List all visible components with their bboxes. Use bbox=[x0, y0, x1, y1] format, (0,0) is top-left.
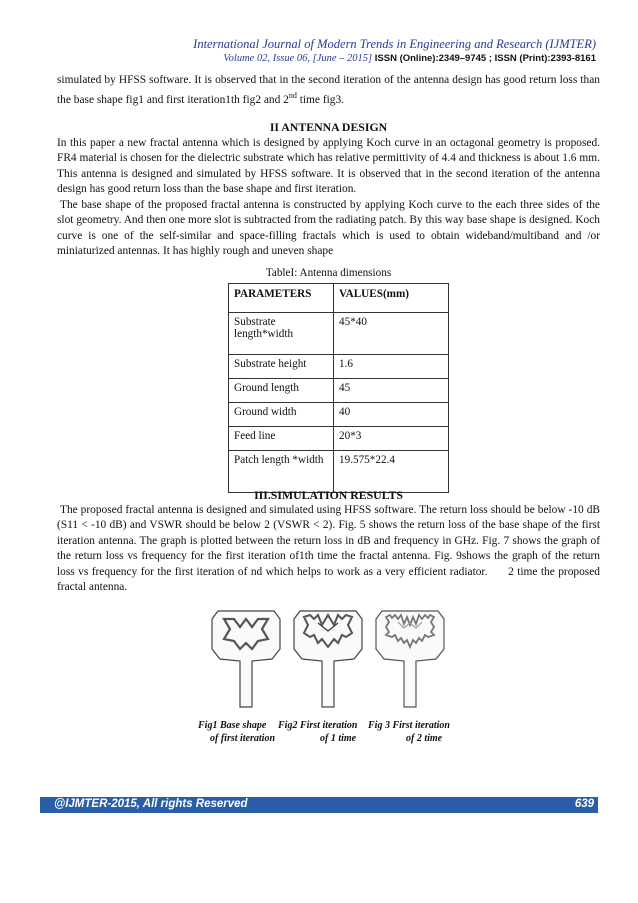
footer-copyright: @IJMTER-2015, All rights Reserved bbox=[54, 798, 248, 810]
section-heading-antenna-design: II ANTENNA DESIGN bbox=[269, 120, 388, 134]
intro-superscript: nd bbox=[288, 91, 297, 101]
fig1-caption: Fig1 Base shape bbox=[198, 720, 267, 731]
page-footer-bar bbox=[40, 797, 598, 813]
table-cell: Ground length bbox=[229, 379, 334, 403]
section-heading-simulation-results: III.SIMULATION RESULTS bbox=[254, 488, 403, 502]
journal-volume: Volume 02, Issue 06, [June – 2015] bbox=[223, 53, 373, 64]
intro-text: simulated by HFSS software. It is observed that in the second iteration of the antenna design has good return loss than the base shape fig1 and first iteration1th fig2 and 2 bbox=[57, 74, 600, 107]
fig2-caption-2: of 1 time bbox=[320, 733, 357, 744]
table-row bbox=[229, 451, 449, 493]
table-cell: 45*40 bbox=[334, 313, 449, 355]
fig1-caption-2: of first iteration bbox=[210, 733, 276, 744]
table-cell: Substrate height bbox=[229, 355, 334, 379]
journal-title: International Journal of Modern Trends in Engineering and Research (IJMTER) bbox=[193, 37, 596, 51]
antenna-design-paragraph-1: In this paper a new fractal antenna which is designed by applying Koch curve in an octagonal geometry is proposed. FR4 material is chosen for the dielectric substrate which has relative permittivity of 4.4 and thickness is about 1.6 mm. This antenna is designed and simulated by HFSS software. It is observed that in the second iteration of the antenna design has good return loss than the base shape and first iteration. bbox=[57, 137, 600, 196]
intro-paragraph bbox=[57, 73, 600, 109]
table-cell: 20*3 bbox=[334, 427, 449, 451]
table-row bbox=[229, 403, 449, 427]
table-row bbox=[229, 379, 449, 403]
figure-caption-line-1 bbox=[198, 719, 468, 732]
simulation-text: The proposed fractal antenna is designed and simulated using HFSS software. The return loss should be below -10 dB (S11 < -10 dB) and VSWR should be below 2 (VSWR < 2). Fig. 5 shows the return loss of the base shape of the first iteration antenna. The graph is plotted between the return loss in dB and frequency in GHz. Fig. 7 shows the graph of the return loss vs frequency for the first iteration of1th time the fractal antenna. Fig. 9shows the graph of the return loss vs frequency for the first iteration of nd which helps to work as a very efficient radiator. bbox=[57, 504, 600, 578]
intro-text-end: time fig3. bbox=[296, 94, 345, 107]
antenna-figures bbox=[210, 605, 450, 715]
table-cell: 19.575*22.4 bbox=[334, 451, 449, 493]
figure-captions bbox=[198, 719, 468, 745]
table-cell: 40 bbox=[334, 403, 449, 427]
antenna-fig1-base-shape bbox=[212, 611, 280, 707]
fig2-caption: Fig2 First iteration bbox=[278, 720, 358, 731]
table-row bbox=[229, 313, 449, 355]
table-cell: 45 bbox=[334, 379, 449, 403]
antenna-design-paragraph-2: The base shape of the proposed fractal antenna is constructed by applying Koch curve to the each three sides of the slot geometry. And then one more slot is subtracted from the radiating patch. By this way base shape is designed. Koch curve is one of the self-similar and space-filling fractals which is used to obtain wideband/multiband and /or miniaturized antennas. It has highly rough and uneven shape bbox=[57, 199, 600, 258]
page-number: 639 bbox=[574, 798, 594, 810]
table-header-cell: PARAMETERS bbox=[229, 284, 334, 313]
simulation-results-paragraph bbox=[57, 503, 600, 595]
table-row bbox=[229, 355, 449, 379]
table-caption: TableI: Antenna dimensions bbox=[265, 267, 392, 279]
journal-volume-line bbox=[223, 53, 596, 64]
table-header-row bbox=[229, 284, 449, 313]
table-cell: Ground width bbox=[229, 403, 334, 427]
journal-issn: ISSN (Online):2349–9745 ; ISSN (Print):2393-8161 bbox=[374, 53, 596, 64]
figure-caption-line-2 bbox=[198, 732, 468, 745]
table-cell: Substrate length*width bbox=[229, 313, 334, 355]
fig3-caption: Fig 3 First iteration bbox=[368, 720, 450, 731]
table-cell: 1.6 bbox=[334, 355, 449, 379]
antenna-fig3-second-iteration bbox=[376, 611, 444, 707]
table-cell: Feed line bbox=[229, 427, 334, 451]
table-cell: Patch length *width bbox=[229, 451, 334, 493]
antenna-fig2-first-iteration bbox=[294, 611, 362, 707]
simulation-text-tail: 2 time the proposed fractal antenna. bbox=[57, 565, 600, 594]
table-row bbox=[229, 427, 449, 451]
table-header-cell: VALUES(mm) bbox=[334, 284, 449, 313]
antenna-dimensions-table bbox=[228, 283, 449, 493]
fig3-caption-2: of 2 time bbox=[406, 733, 443, 744]
